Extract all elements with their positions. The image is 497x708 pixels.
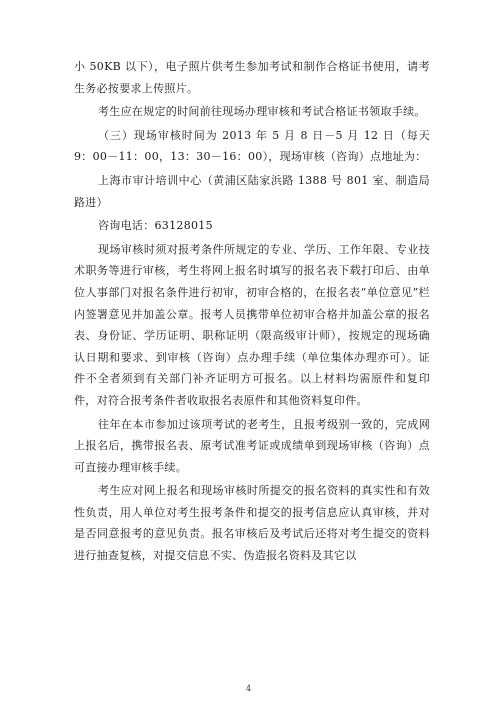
paragraph-phone: 咨询电话：63128015: [98, 219, 213, 233]
paragraph-address: 上海市审计培训中心（黄浦区陆家浜路 1388 号 801 室、制造局路进）: [74, 173, 430, 209]
paragraph-responsibility: 考生应对网上报名和现场审核时所提交的报名资料的真实性和有效性负责，用人单位对考生报考条件和提交的报考信息应认真审核，并对是否同意报考的意见负责。报名审核后及考试后还将对考生提交的资料进行抽查复核，对提交信息不实、伪造报名资料及其它以: [74, 484, 430, 563]
paragraph-review-requirements: 现场审核时须对报考条件所规定的专业、学历、工作年限、专业技术职务等进行审核，考生将网上报名时填写的报名表下载打印后、由单位人事部门对报名条件进行初审，初审合格的，在报名表“单位意见”栏内签署意见并加盖公章。报考人员携带单位初审合格并加盖公章的报名表、身份证、学历证明、职称证明（限高级审计师），按规定的现场确认日期和要求、到审核（咨询）点办理手续（单位集体办理亦可）。证件不全者须到有关部门补齐证明方可报名。以上材料均需原件和复印件，对符合报考条件者收取报名表原件和其他资料复印件。: [74, 242, 430, 407]
body-text: [74, 56, 430, 569]
paragraph-photo-note: 小 50KB 以下），电子照片供考生参加考试和制作合格证书使用，请考生务必按要求上传照片。: [74, 60, 430, 95]
paragraph-procedure: 考生应在规定的时间前往现场办理审核和考试合格证书领取手续。: [98, 105, 426, 119]
paragraph-review-time: （三）现场审核时间为 2013 年 5 月 8 日－5 月 12 日（每天 9：00－11：00，13：30－16：00），现场审核（咨询）点地址为：: [74, 128, 430, 164]
page-number: 4: [245, 684, 252, 693]
paragraph-returning-candidates: 往年在本市参加过该项考试的老考生，且报考级别一致的，完成网上报名后，携带报名表、原考试准考证或成绩单到现场审核（咨询）点可直接办理审核手续。: [74, 417, 430, 474]
